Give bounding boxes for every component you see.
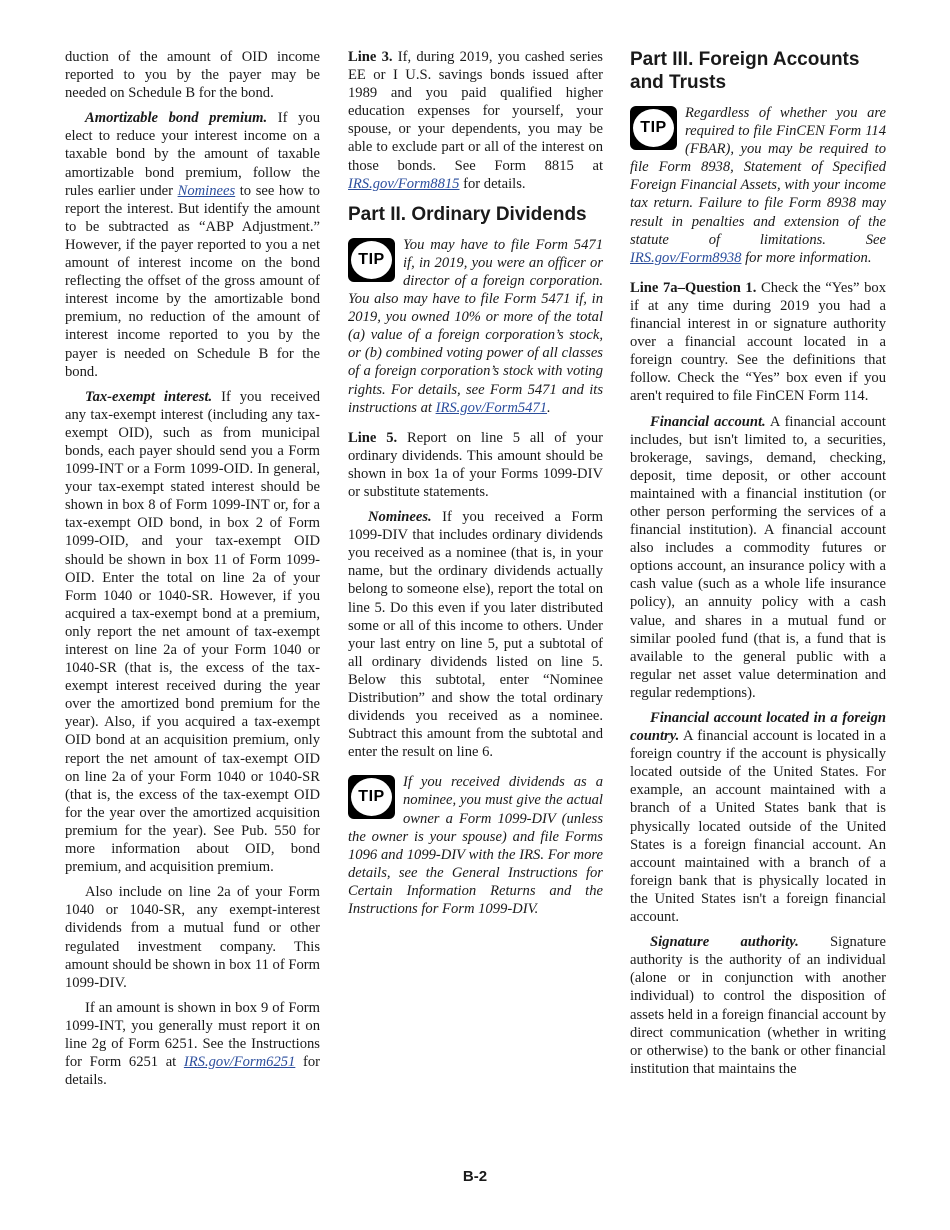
paragraph-tax-exempt-interest: Tax-exempt interest. If you received any tax-exempt interest (including any tax-exempt OID), such as from municipal bonds, each payer should send you a Form 1099-INT or a Form 1099-OID. In general, your tax-exempt stated interest should be shown in box 8 of Form 1099-INT or, for a tax-exempt OID bond, in box 2 of Form 1099-OID, and your tax-exempt OID should be shown in box 11 of Form 1099-OID. Enter the total on line 2a of your Form 1040 or 1040-SR. However, if you acquired a tax-exempt bond at a premium, only report the net amount of tax-exempt interest on line 2a of your Form 1040 or 1040-SR (that is, the excess of the tax-exempt interest received during the year over the amortized bond premium for the year). Also, if you acquired a tax-exempt OID bond at an acquisition premium, only report the net amount of tax-exempt OID on line 2a of your Form 1040 or 1040-SR (that is, the excess of the tax-exempt OID for the year over the amortized acquisition premium for the year). See Pub. 550 for more information about OID, bond premium, and acquisition premium. [65,388,321,876]
paragraph-nominees: Nominees. If you received a Form 1099-DIV that includes ordinary dividends you received as a nominee (that is, in your name, but the ordinary dividends actually belong to someone else), report the total on line 5. Do this even if you later distributed some or all of this income to others. Under your last entry on line 5, put a subtotal of all ordinary dividends listed on line 5. Below this subtotal, enter “Nominee Distribution” and show the total ordinary dividends you received as a nominee. Subtract this amount from the subtotal and enter the result on line 6. [348,509,603,761]
tip-nominee-dividends: TIP If you received dividends as a nominee, you must give the actual owner a Form 1099-DIV (unless the owner is your spouse) and file Forms 1096 and 1099-DIV with the IRS. For more details, see the General Instructions for Certain Information Returns and the Instructions for Form 1099-DIV. [348,774,603,918]
tip-form-8938: TIP Regardless of whether you are required to file FinCEN Form 114 (FBAR), you may be required to file Form 8938, Statement of Specified Foreign Financial Assets, with your income tax return. Failure to file Form 8938 may result in penalties and extension of the statute of limitations. See IRS.gov/Form8938 for more information. [630,105,886,266]
subheading-financial-account: Financial account. [650,413,766,430]
column-2 [348,48,603,930]
column-1 [65,48,320,1096]
paragraph-signature-authority: Signature authority. Signature authority is the authority of an individual (alone or in conjunction with another individual) to control the disposition of assets held in a foreign financial account by direct communication (whether in writing or otherwise) to the bank or other financial institution that maintains the [630,934,886,1077]
section-heading-part-iii: Part III. Foreign Accounts and Trusts [630,49,860,93]
paragraph-financial-account: Financial account. A financial account includes, but isn't limited to, a securities, brokerage, savings, demand, checking, deposit, time deposit, or other account maintained with a financial institution (or other person performing the services of a financial institution). A financial account also includes a commodity futures or options account, an insurance policy with a cash value (such as a whole life insurance policy), an annuity policy with a cash value, and shares in a mutual fund or similar pooled fund (that is, a fund that is available to the general public with a regular net asset value determination and regular redemptions). [630,413,886,701]
paragraph-oid-continued: duction of the amount of OID income reported to you by the payer may be needed on Schedule B for the bond. [65,49,320,102]
paragraph-line-5: Line 5. Report on line 5 all of your ordinary dividends. This amount should be shown in box 1a of your Forms 1099-DIV or substitute statements. [348,429,603,500]
paragraph-form-6251: If an amount is shown in box 9 of Form 1099-INT, you generally must report it on line 2g of Form 6251. See the Instructions for Form 6251 at IRS.gov/Form6251 for details. [65,999,320,1089]
form8815-link[interactable]: IRS.gov/Form8815 [348,175,460,192]
column-3 [630,48,886,1085]
subheading-signature-authority: Signature authority. [650,934,799,951]
subheading-line-3: Line 3. [348,49,393,65]
subheading-line-5: Line 5. [348,429,398,446]
nominees-link[interactable]: Nominees [177,182,236,199]
tip-form-5471: TIP You may have to file Form 5471 if, in 2019, you were an officer or director of a foreign corporation. You also may have to file Form 5471 if, in 2019, you owned 10% or more of the total (a) value of a foreign corporation’s stock, or (b) combined voting power of all classes of a foreign corporation’s stock with voting rights. For details, see Form 5471 and its instructions at IRS.gov/Form5471. [348,236,603,416]
tip-icon: TIP [348,775,395,819]
form8938-link[interactable]: IRS.gov/Form8938 [630,249,742,266]
subheading-foreign-account: Financial account located in a foreign country. [630,710,886,745]
page-number: B-2 [462,1168,488,1185]
paragraph-amortizable-bond-premium: Amortizable bond premium. If you elect to reduce your interest income on a taxable bond by the amount of taxable amortizable bond premium, follow the rules earlier under Nominees to see how to report the interest. But identify the amount to be subtracted as “ABP Adjustment.” However, if the payer reported to you a net amount of interest income on the bond reflecting the offset of the gross amount of interest income by the amortizable bond premium, no reduction of the amount of interest income reported to you by the payer is needed on Schedule B for the bond. [65,110,320,380]
form5471-link[interactable]: IRS.gov/Form5471 [435,399,548,416]
subheading-amortizable-bond-premium: Amortizable bond premium. [85,110,268,127]
paragraph-question-1: Line 7a–Question 1. Check the “Yes” box if at any time during 2019 you had a financial interest in or signature authority over a financial account located in a foreign country. See the definitions that follow. Check the “Yes” box even if you aren't required to file FinCEN Form 114. [630,279,886,405]
paragraph-exempt-interest-dividends: Also include on line 2a of your Form 1040 or 1040-SR, any exempt-interest dividends from a mutual fund or other regulated investment company. This amount should be shown in box 11 of Form 1099-DIV. [65,884,320,991]
subheading-question-1: Line 7a–Question 1. [630,279,757,296]
subheading-tax-exempt-interest: Tax-exempt interest. [85,388,213,405]
section-heading-part-ii: Part II. Ordinary Dividends [348,203,587,225]
form6251-link[interactable]: IRS.gov/Form6251 [183,1054,296,1071]
paragraph-foreign-account: Financial account located in a foreign country. A financial account is located in a foreign country if the account is physically located outside of the United States. For example, an account maintained with a branch of a United States bank that is physically located outside of the United States is a foreign financial account. An account maintained with a branch of a foreign bank that is physically located in the United States isn't a foreign financial account. [630,710,886,926]
paragraph-line-3: Line 3. If, during 2019, you cashed series EE or I U.S. savings bonds issued after 1989 and you paid qualified higher education expenses for yourself, your spouse, or your dependents, you may be able to exclude part or all of the interest on those bonds. See Form 8815 at IRS.gov/Form8815 for details. [348,49,603,192]
subheading-nominees: Nominees. [368,509,432,526]
tip-icon: TIP [630,106,677,150]
tip-icon: TIP [348,238,395,282]
